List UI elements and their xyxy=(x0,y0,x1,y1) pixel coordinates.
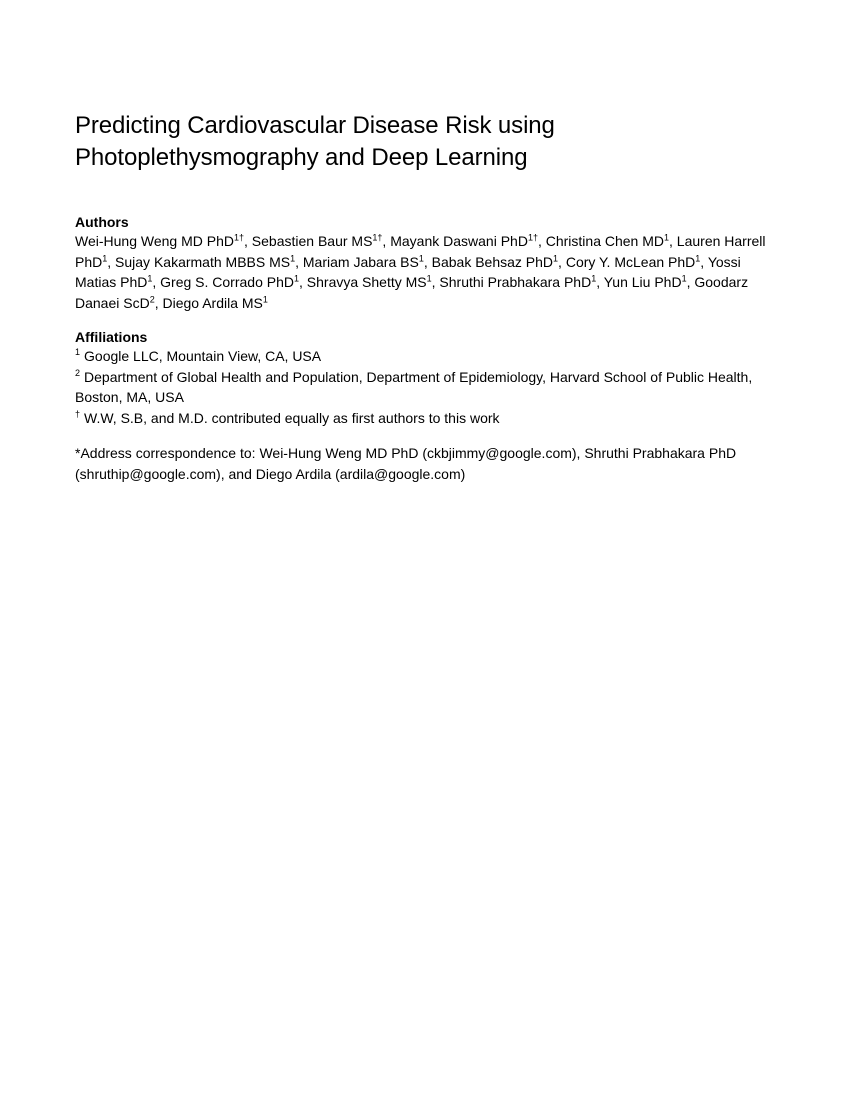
author-affiliation-marker: 1† xyxy=(527,232,538,243)
author-name: Greg S. Corrado PhD xyxy=(160,274,294,290)
author-affiliation-marker: 1 xyxy=(681,273,687,284)
author-name: Christina Chen MD xyxy=(545,233,664,249)
affiliation-marker: 2 xyxy=(75,367,81,378)
author-affiliation-marker: 1 xyxy=(294,273,300,284)
author-name: Yossi Matias PhD xyxy=(75,253,741,290)
affiliation-list xyxy=(75,346,775,428)
author-affiliation-marker: 1† xyxy=(372,232,383,243)
author-name: Shruthi Prabhakara PhD xyxy=(439,274,592,290)
author-name: Babak Behsaz PhD xyxy=(431,253,554,270)
author-name: Yun Liu PhD xyxy=(603,274,682,290)
author-affiliation-marker: 1 xyxy=(102,252,108,263)
author-name: Goodarz Danaei ScD xyxy=(75,274,749,311)
author-separator: , xyxy=(107,253,116,270)
author-name: Mayank Daswani PhD xyxy=(390,233,528,249)
author-separator: , xyxy=(152,274,161,290)
author-affiliation-marker: 1 xyxy=(591,273,597,284)
author-separator: , xyxy=(686,274,695,290)
author-affiliation-marker: 1 xyxy=(553,252,559,263)
affiliation-text: Department of Global Health and Population, Department of Epidemiology, Harvard School of Public Health, Boston, MA, USA xyxy=(75,368,753,405)
author-name: Cory Y. McLean PhD xyxy=(565,253,696,270)
affiliation-text: Google LLC, Mountain View, CA, USA xyxy=(84,348,322,364)
paper-title-page xyxy=(75,110,775,484)
author-affiliation-marker: 2 xyxy=(149,293,155,304)
affiliations-heading: Affiliations xyxy=(75,329,148,345)
author-separator: , xyxy=(299,274,307,290)
author-separator: , xyxy=(431,274,440,290)
author-affiliation-marker: 1† xyxy=(233,232,244,243)
paper-title-line-2: Photoplethysmography and Deep Learning xyxy=(75,144,528,171)
author-affiliation-marker: 1 xyxy=(664,232,670,243)
author-separator: , xyxy=(700,253,708,270)
author-name: Sebastien Baur MS xyxy=(251,233,373,249)
authors-heading: Authors xyxy=(75,214,129,230)
author-name: Wei-Hung Weng MD PhD xyxy=(75,233,234,249)
author-separator: , xyxy=(537,233,546,249)
author-affiliation-marker: 1 xyxy=(418,252,424,263)
affiliation-item xyxy=(75,367,775,408)
correspondence-note: *Address correspondence to: Wei-Hung Weng MD PhD (ckbjimmy@google.com), Shruthi Prabhakara PhD (shruthip@google.com), and Diego Ardila (ardila@google.com) xyxy=(75,445,737,482)
author-affiliation-marker: 1 xyxy=(695,252,701,263)
author-separator: , xyxy=(295,253,303,270)
author-separator: , xyxy=(669,233,677,249)
paper-title-line-1: Predicting Cardiovascular Disease Risk using xyxy=(75,112,555,139)
author-separator: , xyxy=(382,233,391,249)
author-name: Sujay Kakarmath MBBS MS xyxy=(115,253,291,270)
author-affiliation-marker: 1 xyxy=(147,273,153,284)
author-separator: , xyxy=(596,274,604,290)
paper-title xyxy=(75,110,775,174)
affiliation-item xyxy=(75,346,775,367)
author-separator: , xyxy=(154,294,163,311)
affiliation-marker: † xyxy=(75,408,81,419)
author-name: Diego Ardila MS xyxy=(162,294,263,311)
author-name: Mariam Jabara BS xyxy=(302,253,419,270)
author-separator: , xyxy=(558,253,566,270)
author-affiliation-marker: 1 xyxy=(426,273,432,284)
author-separator: , xyxy=(244,233,252,249)
affiliation-marker: 1 xyxy=(75,347,81,358)
author-affiliation-marker: 1 xyxy=(262,293,268,304)
author-list xyxy=(75,231,775,313)
author-name: Shravya Shetty MS xyxy=(306,274,427,290)
author-separator: , xyxy=(423,253,432,270)
affiliation-text: W.W, S.B, and M.D. contributed equally as first authors to this work xyxy=(84,409,500,426)
author-name: Lauren Harrell PhD xyxy=(75,233,766,270)
affiliation-item xyxy=(75,408,775,429)
author-affiliation-marker: 1 xyxy=(290,252,296,263)
